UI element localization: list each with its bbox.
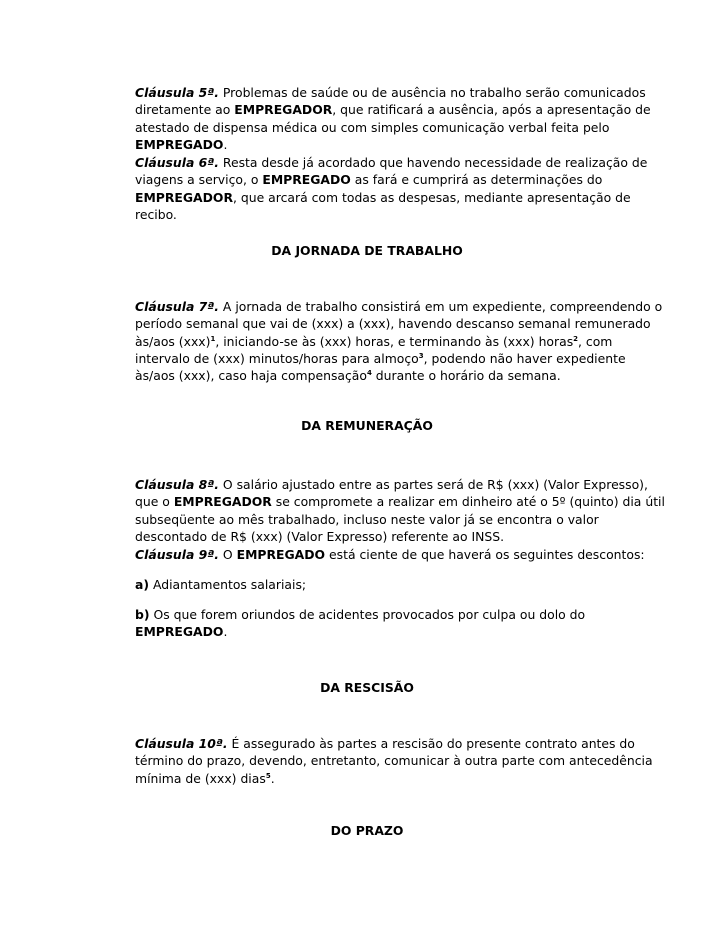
- clause-9-text-1: O: [218, 547, 237, 562]
- clause-7-label: Cláusula 7ª.: [135, 299, 219, 314]
- clause-5-text-2: , que ratificará a ausência, após a apresentação de atestado de dispensa médica ou com simples comunicação verbal feita pelo: [135, 102, 651, 135]
- heading-remuneracao: DA REMUNERAÇÃO: [301, 418, 433, 433]
- heading-rescisao: DA RESCISÃO: [320, 680, 414, 695]
- clause-6-label: Cláusula 6ª.: [135, 155, 219, 170]
- clause-6-text-3: , que arcará com todas as despesas, mediante apresentação de recibo.: [135, 189, 631, 222]
- clause-10-text-1: É assegurado às partes a rescisão do presente contrato antes do término do prazo, devendo, entretanto, comunicar à outra parte com antecedência mínima de (xxx) dias: [135, 736, 653, 786]
- clause-5-label: Cláusula 5ª.: [135, 85, 219, 100]
- item-a-text: Adiantamentos salariais;: [149, 577, 307, 592]
- clause-5-text-3: .: [223, 136, 228, 152]
- footnote-1: 1: [210, 334, 216, 343]
- clause-7-text-4: , podendo não haver expediente às/aos (xxx), caso haja compensação: [135, 350, 626, 384]
- item-b-end: .: [223, 624, 228, 640]
- footnote-5: 5: [265, 771, 271, 780]
- clause-9-paragraph: [102, 546, 665, 563]
- clause-6-text-2: as fará e cumprirá as determinações do: [350, 172, 603, 188]
- clause-8-empregador: EMPREGADOR: [173, 494, 272, 510]
- clause-5-paragraph: [102, 84, 665, 153]
- clause-5-empregador: EMPREGADOR: [234, 102, 333, 118]
- footnote-3: 3: [418, 351, 424, 360]
- heading-prazo: DO PRAZO: [330, 823, 404, 838]
- footnote-4: 4: [366, 369, 372, 378]
- clause-9-text-2: está ciente de que haverá os seguintes descontos:: [325, 547, 645, 562]
- clause-7-text-1: A jornada de trabalho consistirá em um expediente, compreendendo o período semanal que vai de (xxx) a (xxx), havendo descanso semanal remunerado às/aos (xxx): [135, 299, 663, 349]
- clause-10-label: Cláusula 10ª.: [135, 736, 228, 751]
- clause-7-text-2: , iniciando-se às (xxx) horas, e terminando às (xxx) horas: [215, 333, 574, 349]
- clause-7-paragraph: [102, 298, 665, 384]
- item-b-paragraph: [102, 606, 665, 641]
- clause-7-text-5: durante o horário da semana.: [371, 368, 561, 384]
- heading-jornada: DA JORNADA DE TRABALHO: [271, 243, 463, 258]
- item-a-label: a): [135, 577, 150, 592]
- item-b-empregado: EMPREGADO: [135, 624, 224, 640]
- clause-6-text-1: Resta desde já acordado que havendo necessidade de realização de viagens a serviço, o: [135, 155, 648, 188]
- clause-9-label: Cláusula 9ª.: [135, 547, 219, 562]
- clause-8-label: Cláusula 8ª.: [135, 477, 219, 492]
- clause-9-empregado: EMPREGADO: [236, 547, 326, 562]
- item-b-text: Os que forem oriundos de acidentes provocados por culpa ou dolo do: [149, 607, 586, 622]
- clause-8-text-1: O salário ajustado entre as partes será de R$ (xxx) (Valor Expresso), que o: [135, 477, 648, 510]
- clause-6-empregador: EMPREGADOR: [135, 189, 233, 205]
- clause-5-text-1: Problemas de saúde ou de ausência no trabalho serão comunicados diretamente ao: [135, 85, 646, 118]
- clause-10-text-2: .: [270, 770, 275, 786]
- clause-8-paragraph: [102, 476, 665, 545]
- clause-7-text-3: , com intervalo de (xxx) minutos/horas para almoço: [135, 333, 613, 366]
- clause-6-paragraph: [102, 154, 665, 223]
- clause-10-paragraph: [102, 735, 665, 787]
- clause-5-empregado: EMPREGADO: [135, 136, 224, 152]
- item-b-label: b): [135, 607, 150, 622]
- item-a-paragraph: [102, 576, 665, 593]
- clause-6-empregado: EMPREGADO: [262, 172, 351, 188]
- footnote-2: 2: [573, 334, 579, 343]
- clause-8-text-2: se compromete a realizar em dinheiro até o 5º (quinto) dia útil subseqüente ao mês trabalhado, incluso neste valor já se encontra o valor descontado de R$ (xxx) (Valor Expresso) referente ao INSS.: [135, 494, 665, 544]
